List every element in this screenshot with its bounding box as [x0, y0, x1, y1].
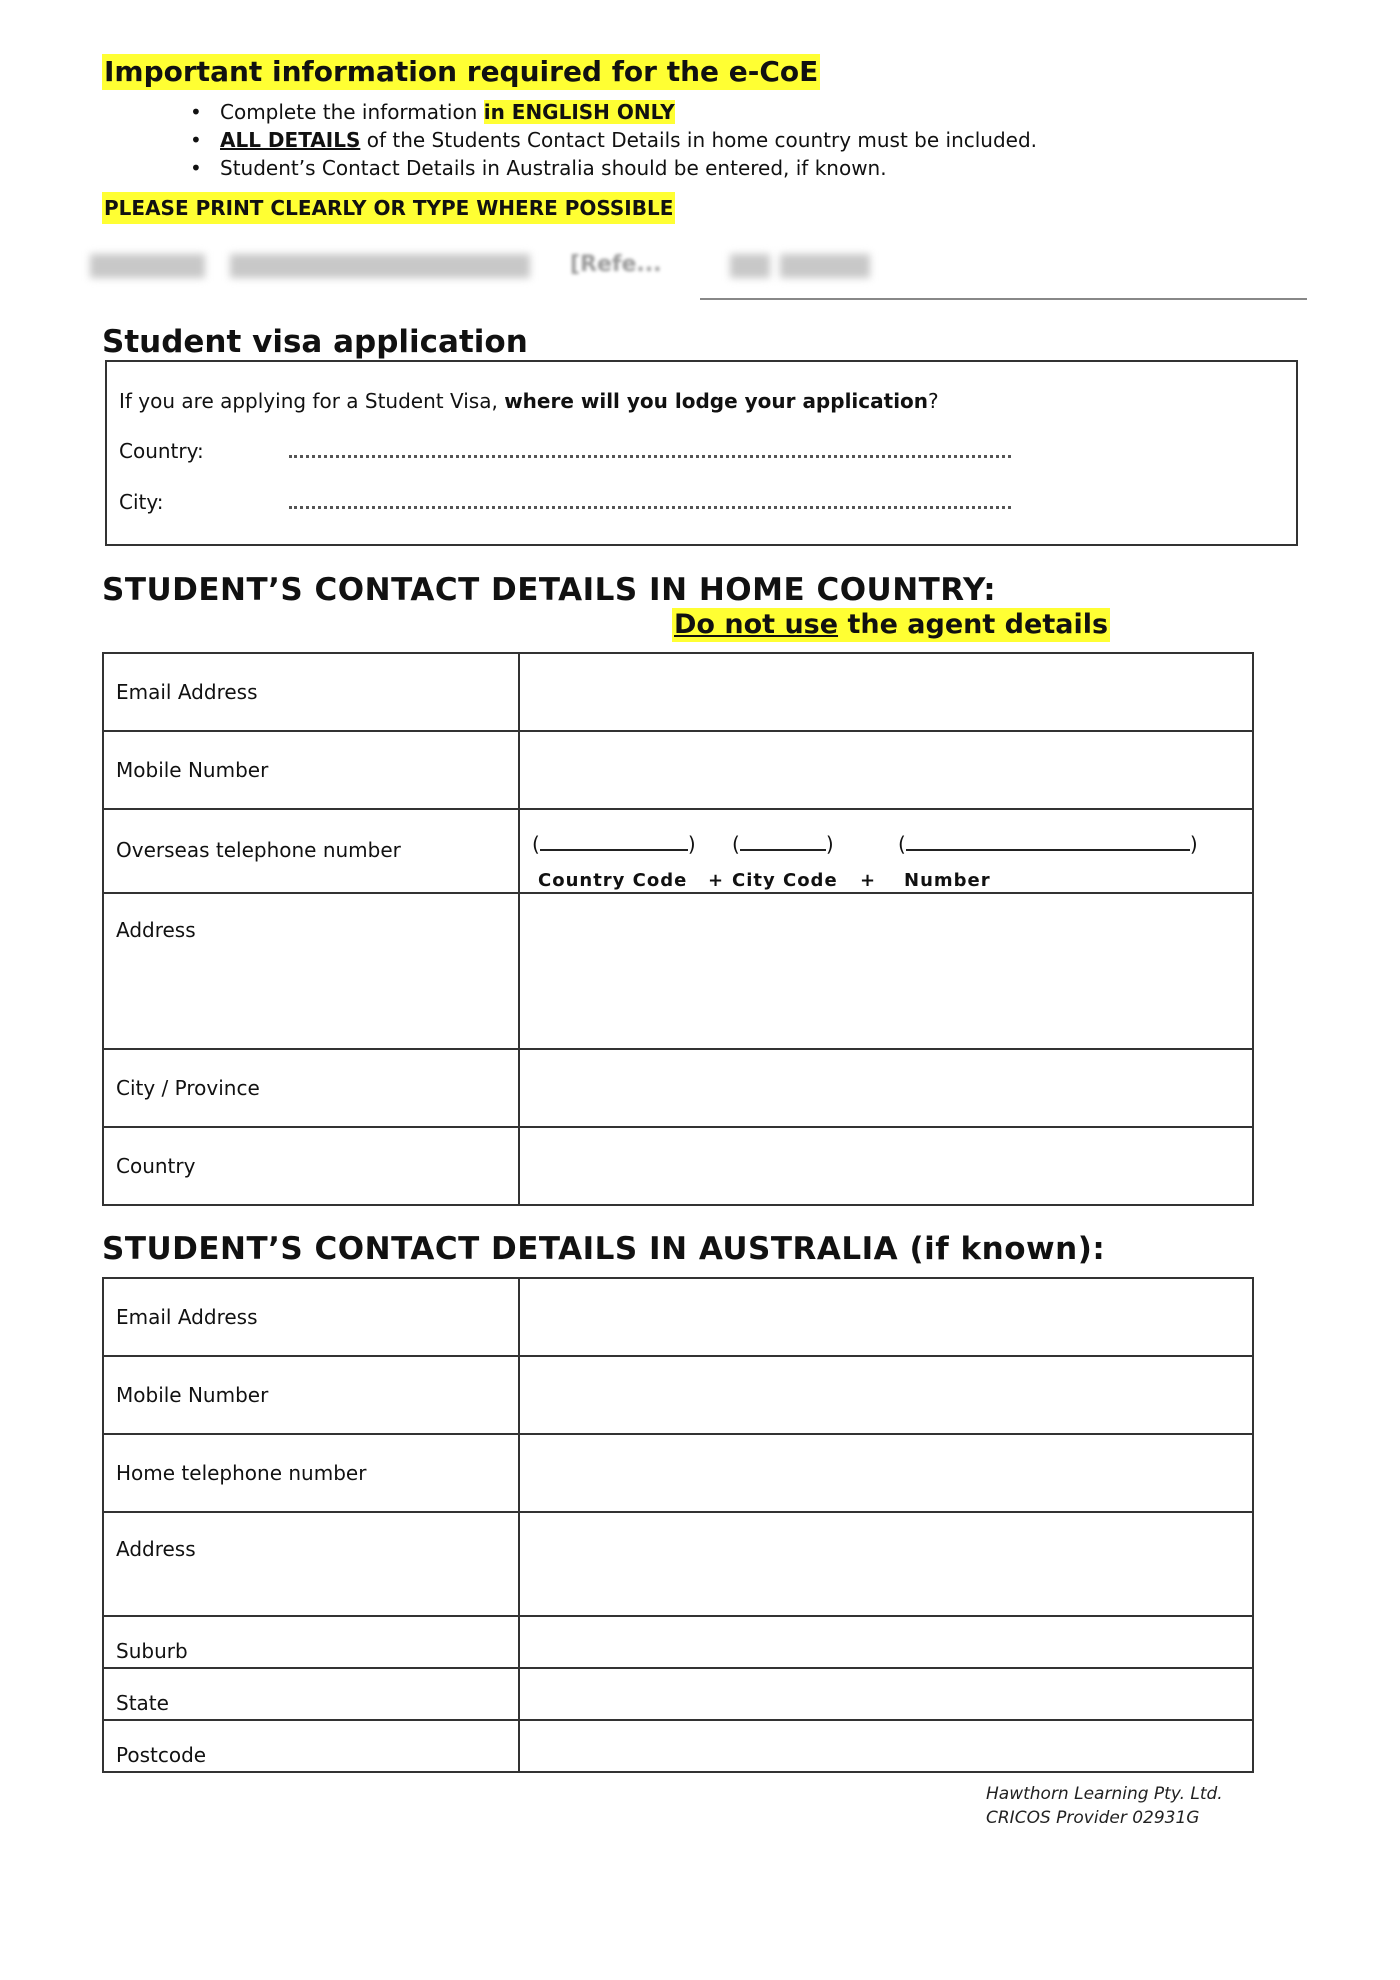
table-row [103, 1278, 1253, 1356]
home-city-province-label: City / Province [103, 1049, 519, 1127]
au-postcode-field[interactable] [519, 1720, 1253, 1772]
visa-country-label: Country: [119, 439, 204, 463]
table-row [103, 1049, 1253, 1127]
visa-country-field[interactable] [289, 436, 1011, 458]
table-row [103, 1512, 1253, 1616]
au-home-phone-label: Home telephone number [103, 1434, 519, 1512]
visa-city-row [119, 487, 1011, 517]
table-row [103, 1616, 1253, 1668]
table-row [103, 731, 1253, 809]
reference-label: [Refe... [570, 252, 662, 277]
au-mobile-field[interactable] [519, 1356, 1253, 1434]
country-code-field[interactable]: ( ) [532, 832, 696, 856]
table-row [103, 893, 1253, 1049]
agent-details-note: Do not use the agent details [674, 609, 1109, 640]
visa-city-label: City: [119, 490, 164, 514]
table-row [103, 1720, 1253, 1772]
plus-sign: + [860, 870, 877, 891]
home-email-label: Email Address [103, 653, 519, 731]
visa-city-field[interactable] [289, 487, 1011, 509]
au-mobile-label: Mobile Number [103, 1356, 519, 1434]
au-home-phone-field[interactable] [519, 1434, 1253, 1512]
home-address-field[interactable] [519, 893, 1253, 1049]
home-country-heading: STUDENT’S CONTACT DETAILS IN HOME COUNTRY: [102, 572, 997, 608]
au-state-label: State [103, 1668, 519, 1720]
table-row [103, 809, 1253, 893]
au-email-field[interactable] [519, 1278, 1253, 1356]
home-address-label: Address [103, 893, 519, 1049]
print-clearly-note: PLEASE PRINT CLEARLY OR TYPE WHERE POSSIBLE [102, 192, 675, 224]
important-info-list [190, 98, 1037, 182]
home-overseas-phone-label: Overseas telephone number [103, 809, 519, 893]
bullet-all-details: • ALL DETAILS of the Students Contact Details in home country must be included. [190, 126, 1037, 154]
table-row [103, 653, 1253, 731]
home-overseas-phone-field[interactable] [519, 809, 1253, 893]
redacted-reference-bar [90, 250, 930, 282]
bullet-australia-details: • Student’s Contact Details in Australia should be entered, if known. [190, 154, 1037, 182]
table-row [103, 1127, 1253, 1205]
visa-question: If you are applying for a Student Visa, where will you lodge your application? [119, 389, 939, 413]
header-divider [700, 298, 1307, 300]
visa-country-row [119, 436, 1011, 466]
country-code-label: Country Code [538, 870, 688, 891]
au-suburb-label: Suburb [103, 1616, 519, 1668]
au-suburb-field[interactable] [519, 1616, 1253, 1668]
footer-provider [986, 1782, 1223, 1830]
table-row [103, 1356, 1253, 1434]
au-address-field[interactable] [519, 1512, 1253, 1616]
au-state-field[interactable] [519, 1668, 1253, 1720]
home-mobile-field[interactable] [519, 731, 1253, 809]
home-email-field[interactable] [519, 653, 1253, 731]
important-info-title: Important information required for the e-CoE [104, 55, 819, 88]
table-row [103, 1668, 1253, 1720]
home-country-label: Country [103, 1127, 519, 1205]
au-postcode-label: Postcode [103, 1720, 519, 1772]
city-code-field[interactable]: ( ) [732, 832, 834, 856]
footer-company: Hawthorn Learning Pty. Ltd. [986, 1784, 1223, 1804]
home-country-field[interactable] [519, 1127, 1253, 1205]
australia-heading: STUDENT’S CONTACT DETAILS IN AUSTRALIA (if known): [102, 1231, 1106, 1267]
home-mobile-label: Mobile Number [103, 731, 519, 809]
footer-cricos: CRICOS Provider 02931G [986, 1808, 1200, 1828]
au-address-label: Address [103, 1512, 519, 1616]
table-row [103, 1434, 1253, 1512]
city-code-label: City Code [732, 870, 838, 891]
number-field[interactable]: ( ) [898, 832, 1198, 856]
home-city-province-field[interactable] [519, 1049, 1253, 1127]
plus-sign: + [708, 870, 725, 891]
visa-heading: Student visa application [102, 324, 528, 360]
home-contact-table [102, 652, 1254, 1206]
number-label: Number [904, 870, 991, 891]
bullet-english-only: • Complete the information in ENGLISH ONLY [190, 98, 1037, 126]
australia-contact-table [102, 1277, 1254, 1773]
au-email-label: Email Address [103, 1278, 519, 1356]
